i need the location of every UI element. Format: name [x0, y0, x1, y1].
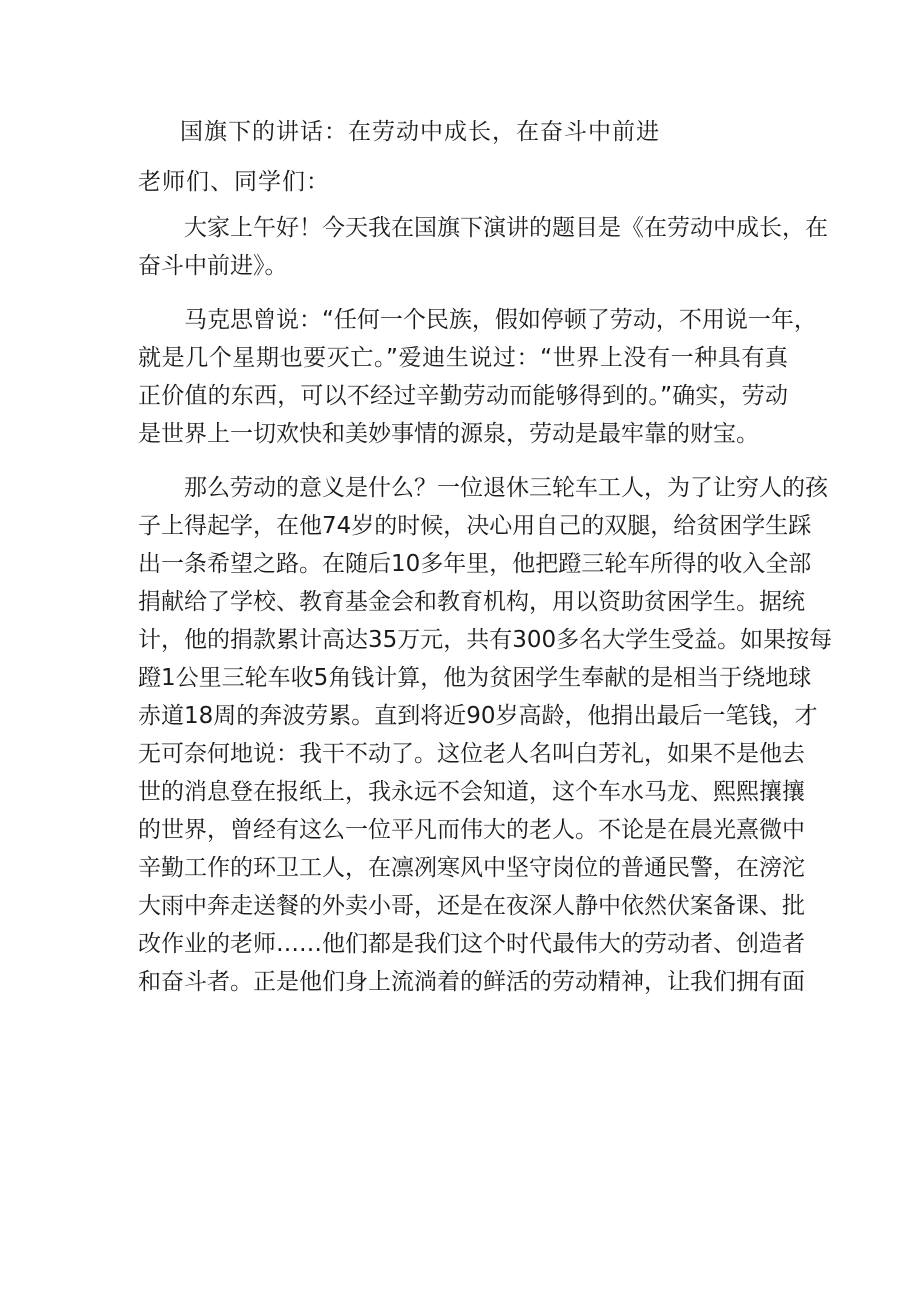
text-line: 计，他的捐款累计高达35万元，共有300多名大学生受益。如果按每 [138, 627, 833, 653]
text-line: 正价值的东西，可以不经过辛勤劳动而能够得到的。”确实，劳动 [138, 383, 788, 409]
text-line: 马克思曾说：“任何一个民族，假如停顿了劳动，不用说一年， [184, 307, 817, 333]
text-line: 大家上午好！今天我在国旗下演讲的题目是《在劳动中成长，在 [184, 215, 828, 241]
text-line: 捐献给了学校、教育基金会和教育机构，用以资助贫困学生。据统 [138, 589, 805, 615]
text-line: 赤道18周的奔波劳累。直到将近90岁高龄，他捐出最后一笔钱，才 [138, 703, 818, 729]
text-line: 的世界，曾经有这么一位平凡而伟大的老人。不论是在晨光熹微中 [138, 817, 805, 843]
text-line: 是世界上一切欢快和美妙事情的源泉，劳动是最牢靠的财宝。 [138, 421, 759, 447]
text-line: 辛勤工作的环卫工人，在凛冽寒风中坚守岗位的普通民警，在滂沱 [138, 855, 805, 881]
text-line: 奋斗中前进》。 [138, 253, 288, 279]
text-line: 子上得起学，在他74岁的时候，决心用自己的双腿，给贫困学生踩 [138, 513, 812, 539]
text-line: 无可奈何地说：我干不动了。这位老人名叫白芳礼，如果不是他去 [138, 741, 805, 767]
text-line: 和奋斗者。正是他们身上流淌着的鲜活的劳动精神，让我们拥有面 [138, 969, 805, 995]
text-line: 那么劳动的意义是什么？一位退休三轮车工人，为了让穷人的孩 [184, 475, 828, 501]
document-body [138, 209, 833, 1017]
text-line: 大雨中奔走送餐的外卖小哥，还是在夜深人静中依然伏案备课、批 [138, 893, 805, 919]
paragraph-greeting [138, 209, 828, 285]
salutation: 老师们、同学们： [138, 169, 330, 195]
text-line: 蹬1公里三轮车收5角钱计算，他为贫困学生奉献的是相当于绕地球 [138, 665, 812, 691]
paragraph-story [138, 469, 833, 1001]
text-line: 就是几个星期也要灭亡。”爱迪生说过：“世界上没有一种具有真 [138, 345, 788, 371]
document-title: 国旗下的讲话：在劳动中成长，在奋斗中前进 [180, 119, 660, 145]
paragraph-quotes [138, 301, 817, 453]
text-line: 出一条希望之路。在随后10多年里，他把蹬三轮车所得的收入全部 [138, 551, 812, 577]
text-line: 世的消息登在报纸上，我永远不会知道，这个车水马龙、熙熙攘攘 [138, 779, 805, 805]
text-line: 改作业的老师……他们都是我们这个时代最伟大的劳动者、创造者 [138, 931, 805, 957]
